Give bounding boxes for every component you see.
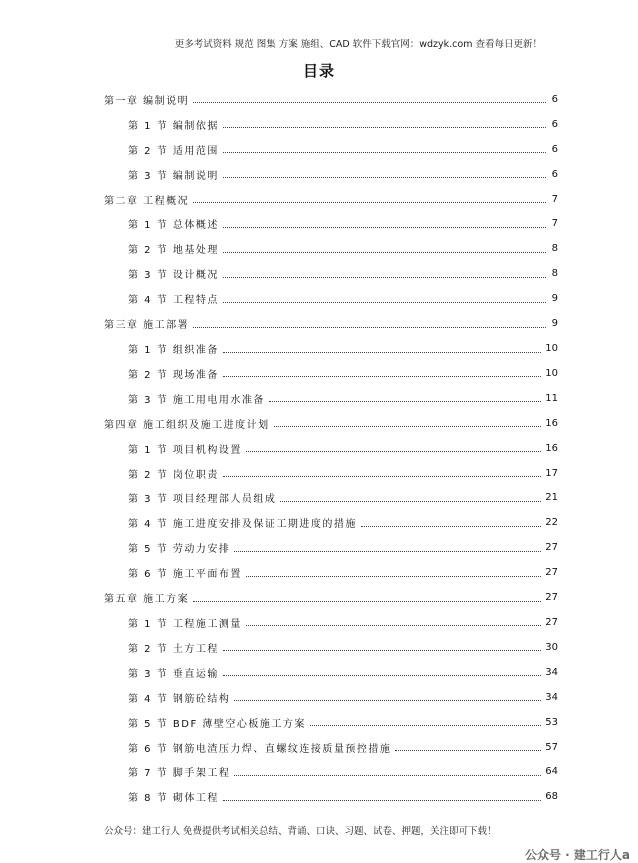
toc-chapter-entry[interactable] <box>104 585 558 610</box>
dot-leader <box>223 176 546 178</box>
toc-page-number: 6 <box>551 118 558 130</box>
dot-leader <box>234 550 541 552</box>
toc-entry-label: 第三章 施工部署 <box>104 320 190 332</box>
dot-leader <box>246 624 541 626</box>
toc-page-number: 9 <box>551 293 558 305</box>
dot-leader <box>361 525 541 527</box>
toc-page-number: 11 <box>545 392 558 404</box>
toc-entry-label: 第 3 节 设计概况 <box>128 270 219 282</box>
toc-entry-label: 第 4 节 钢筋砼结构 <box>128 693 231 705</box>
dot-leader <box>223 226 546 228</box>
toc-entry-label: 第 4 节 施工进度安排及保证工期进度的措施 <box>128 519 357 531</box>
dot-leader <box>223 276 546 278</box>
toc-page-number: 27 <box>545 592 558 604</box>
toc-entry-label: 第 5 节 BDF 薄壁空心板施工方案 <box>128 718 306 730</box>
dot-leader <box>269 400 541 402</box>
toc-page-number: 68 <box>545 791 558 803</box>
toc-section-entry[interactable] <box>104 635 558 660</box>
dot-leader <box>246 575 541 577</box>
toc-section-entry[interactable] <box>104 610 558 635</box>
dot-leader <box>223 251 546 253</box>
toc-section-entry[interactable] <box>104 784 558 809</box>
toc-page-number: 6 <box>551 143 558 155</box>
page-title: 目录 <box>302 62 335 80</box>
toc-page-number: 7 <box>551 218 558 230</box>
toc-entry-label: 第 1 节 编制依据 <box>128 120 219 132</box>
dot-leader <box>223 151 546 153</box>
toc-section-entry[interactable] <box>104 212 558 237</box>
toc-section-entry[interactable] <box>104 261 558 286</box>
toc-entry-label: 第 1 节 工程施工测量 <box>128 618 242 630</box>
toc-section-entry[interactable] <box>104 535 558 560</box>
toc-page-number: 8 <box>551 268 558 280</box>
toc-section-entry[interactable] <box>104 735 558 760</box>
toc-section-entry[interactable] <box>104 112 558 137</box>
toc-page-number: 16 <box>545 442 558 454</box>
toc-entry-label: 第四章 施工组织及施工进度计划 <box>104 419 270 431</box>
toc-page-number: 16 <box>545 417 558 429</box>
toc-entry-label: 第 3 节 垂直运输 <box>128 668 219 680</box>
toc-page-number: 10 <box>545 367 558 379</box>
dot-leader <box>223 799 541 801</box>
dot-leader <box>274 425 542 427</box>
dot-leader <box>223 351 541 353</box>
toc-page-number: 27 <box>545 616 558 628</box>
toc-section-entry[interactable] <box>104 660 558 685</box>
dot-leader <box>234 699 541 701</box>
dot-leader <box>223 375 541 377</box>
toc-entry-label: 第 1 节 总体概述 <box>128 220 219 232</box>
dot-leader <box>193 600 541 602</box>
toc-entry-label: 第 4 节 工程特点 <box>128 295 219 307</box>
toc-entry-label: 第 5 节 劳动力安排 <box>128 544 231 556</box>
toc-entry-label: 第 2 节 地基处理 <box>128 245 219 257</box>
toc-entry-label: 第 2 节 现场准备 <box>128 369 219 381</box>
toc-page-number: 64 <box>545 766 558 778</box>
toc-section-entry[interactable] <box>104 510 558 535</box>
toc-entry-label: 第一章 编制说明 <box>104 95 190 107</box>
toc-entry-label: 第 3 节 编制说明 <box>128 170 219 182</box>
toc-section-entry[interactable] <box>104 436 558 461</box>
toc-section-entry[interactable] <box>104 486 558 511</box>
toc-page-number: 34 <box>545 691 558 703</box>
toc-entry-label: 第 1 节 组织准备 <box>128 345 219 357</box>
toc-page-number: 10 <box>545 343 558 355</box>
toc-entry-label: 第二章 工程概况 <box>104 195 190 207</box>
toc-entry-label: 第 6 节 钢筋电渣压力焊、直螺纹连接质量预控措施 <box>128 743 392 755</box>
toc-entry-label: 第 2 节 适用范围 <box>128 145 219 157</box>
toc-entry-label: 第五章 施工方案 <box>104 594 190 606</box>
toc-section-entry[interactable] <box>104 236 558 261</box>
toc-section-entry[interactable] <box>104 361 558 386</box>
toc-page-number: 27 <box>545 567 558 579</box>
watermark: 公众号 · 建工行人a <box>524 848 630 862</box>
toc-section-entry[interactable] <box>104 560 558 585</box>
toc-entry-label: 第 2 节 岗位职责 <box>128 469 219 481</box>
dot-leader <box>223 649 541 651</box>
dot-leader <box>234 774 541 776</box>
toc-section-entry[interactable] <box>104 336 558 361</box>
toc-page-number: 17 <box>545 467 558 479</box>
toc-section-entry[interactable] <box>104 710 558 735</box>
toc-page-number: 57 <box>545 741 558 753</box>
toc-entry-label: 第 7 节 脚手架工程 <box>128 768 231 780</box>
toc-entry-label: 第 3 节 项目经理部人员组成 <box>128 494 277 506</box>
toc-page-number: 9 <box>551 318 558 330</box>
toc-page-number: 27 <box>545 542 558 554</box>
dot-leader <box>310 724 541 726</box>
header-banner: 更多考试资料 规范 图集 方案 施组、CAD 软件下载官网：wdzyk.com 查看每日更新！ <box>174 39 542 50</box>
toc-section-entry[interactable] <box>104 461 558 486</box>
dot-leader <box>193 201 546 203</box>
toc-chapter-entry[interactable] <box>104 411 558 436</box>
toc-section-entry[interactable] <box>104 759 558 784</box>
toc-chapter-entry[interactable] <box>104 311 558 336</box>
toc-page-number: 7 <box>551 193 558 205</box>
dot-leader <box>223 475 541 477</box>
toc-section-entry[interactable] <box>104 137 558 162</box>
toc-entry-label: 第 8 节 砌体工程 <box>128 793 219 805</box>
toc-entry-label: 第 2 节 土方工程 <box>128 643 219 655</box>
dot-leader <box>223 301 546 303</box>
toc-entry-label: 第 1 节 项目机构设置 <box>128 444 242 456</box>
toc-section-entry[interactable] <box>104 162 558 187</box>
dot-leader <box>395 749 541 751</box>
toc-page-number: 8 <box>551 243 558 255</box>
toc-chapter-entry[interactable] <box>104 87 558 112</box>
footer-note: 公众号：建工行人 免费提供考试相关总结、背诵、口诀、习题、试卷、押题，关注即可下载！ <box>104 826 497 837</box>
table-of-contents <box>104 87 558 809</box>
toc-entry-label: 第 3 节 施工用电用水准备 <box>128 394 265 406</box>
toc-section-entry[interactable] <box>104 685 558 710</box>
dot-leader <box>193 101 546 103</box>
toc-page-number: 21 <box>545 492 558 504</box>
toc-page-number: 6 <box>551 93 558 105</box>
toc-entry-label: 第 6 节 施工平面布置 <box>128 569 242 581</box>
toc-page-number: 22 <box>545 517 558 529</box>
toc-page-number: 6 <box>551 168 558 180</box>
dot-leader <box>223 126 546 128</box>
dot-leader <box>223 674 541 676</box>
toc-section-entry[interactable] <box>104 286 558 311</box>
toc-page-number: 34 <box>545 666 558 678</box>
dot-leader <box>193 326 546 328</box>
toc-page-number: 53 <box>545 716 558 728</box>
toc-page-number: 30 <box>545 641 558 653</box>
toc-section-entry[interactable] <box>104 386 558 411</box>
dot-leader <box>280 500 541 502</box>
toc-chapter-entry[interactable] <box>104 187 558 212</box>
dot-leader <box>246 450 541 452</box>
